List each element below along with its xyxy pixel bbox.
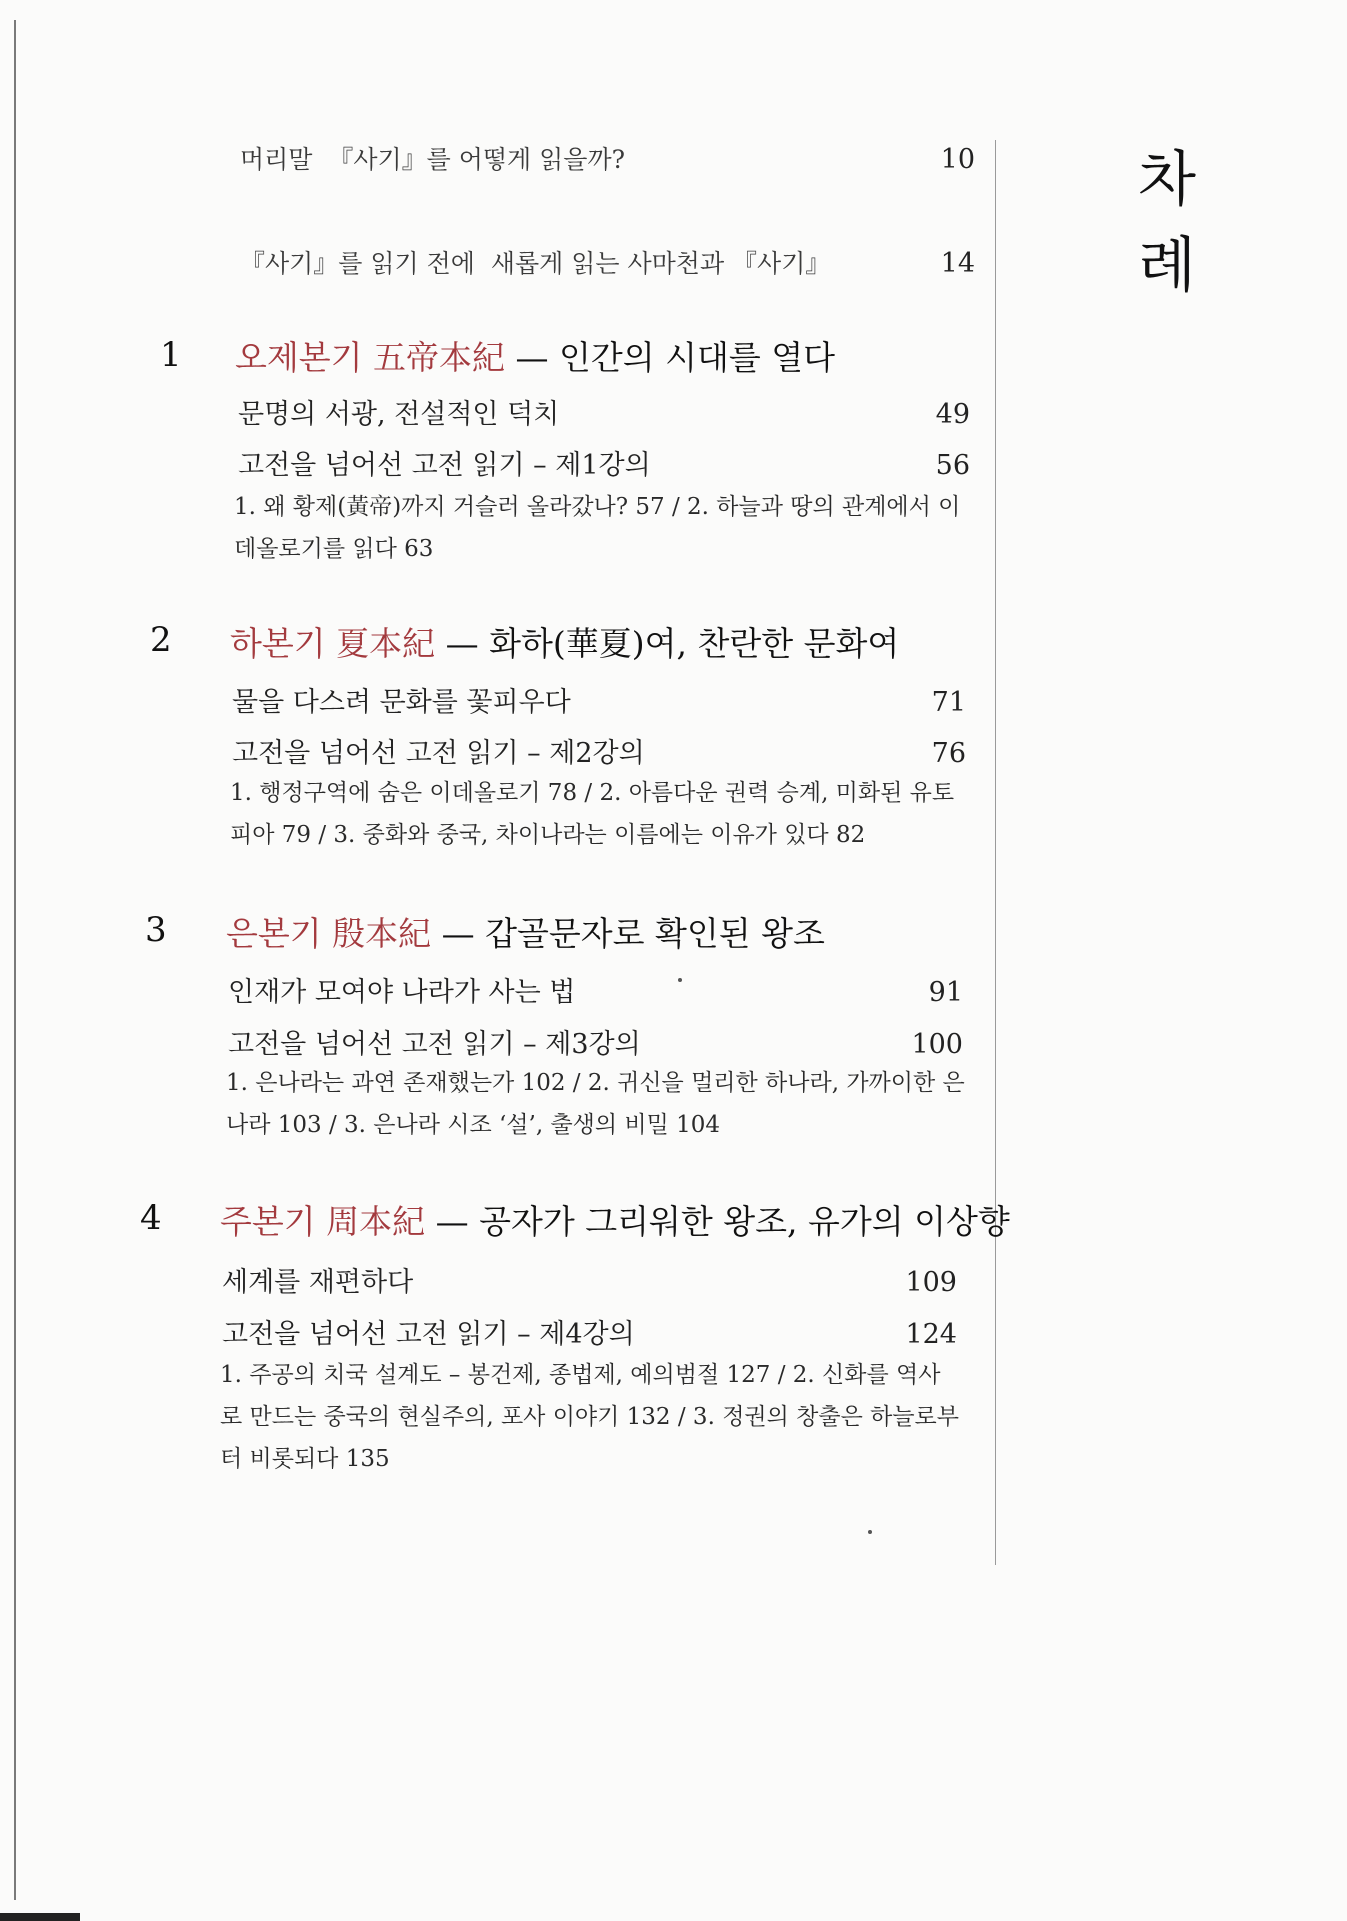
vertical-rule	[995, 140, 996, 1565]
chapter-description: 1. 주공의 치국 설계도 – 봉건제, 종법제, 예의범절 127 / 2. 신화를 역사로 만드는 중국의 현실주의, 포사 이야기 132 / 3. 정권의 창출은 하늘로부터 비롯되다 135	[220, 1362, 959, 1472]
binding-edge	[14, 20, 16, 1900]
scan-edge-shadow	[0, 1913, 80, 1921]
chapter-title: 오제본기 五帝本紀 — 인간의 시대를 열다	[235, 338, 835, 377]
toc-entry: 고전을 넘어선 고전 읽기 – 제4강의 124	[222, 1319, 957, 1350]
chapter-title: 주본기 周本紀 — 공자가 그리워한 왕조, 유가의 이상향	[220, 1202, 1010, 1241]
heading-char-2: 례	[1138, 231, 1196, 301]
print-speck	[868, 1530, 872, 1534]
toc-entry: 세계를 재편하다 109	[222, 1267, 957, 1298]
chapter-number: 1	[160, 335, 182, 375]
front-entry-page: 14	[940, 248, 975, 279]
print-speck	[678, 978, 682, 982]
front-entry-label: 머리말 『사기』를 어떻게 읽을까?	[240, 145, 626, 174]
chapter-title: 은본기 殷本紀 — 갑골문자로 확인된 왕조	[226, 914, 825, 953]
toc-entry: 고전을 넘어선 고전 읽기 – 제3강의 100	[228, 1029, 963, 1060]
chapter-number: 4	[140, 1198, 162, 1238]
toc-entry: 문명의 서광, 전설적인 덕치 49	[238, 399, 970, 430]
heading-char-1: 차	[1138, 145, 1196, 215]
chapter-number: 2	[150, 620, 172, 660]
toc-entry: 고전을 넘어선 고전 읽기 – 제2강의 76	[232, 738, 966, 769]
chapter-description: 1. 은나라는 과연 존재했는가 102 / 2. 귀신을 멀리한 하나라, 가까이한 은나라 103 / 3. 은나라 시조 ‘설’, 출생의 비밀 104	[226, 1070, 965, 1138]
toc-entry: 물을 다스려 문화를 꽃피우다 71	[232, 687, 966, 718]
front-entry-preface	[240, 140, 975, 176]
chapter-number: 3	[145, 910, 167, 950]
chapter-description: 1. 왜 황제(黃帝)까지 거슬러 올라갔나? 57 / 2. 하늘과 땅의 관계에서 이데올로기를 읽다 63	[234, 494, 961, 562]
chapter-title: 하본기 夏本紀 — 화하(華夏)여, 찬란한 문화여	[230, 624, 900, 663]
front-entry-label: 『사기』를 읽기 전에 새롭게 읽는 사마천과 『사기』	[240, 249, 831, 278]
toc-entry: 인재가 모여야 나라가 사는 법 91	[228, 977, 963, 1008]
front-entry-intro	[240, 244, 975, 280]
front-entry-page: 10	[940, 144, 975, 175]
chapter-description: 1. 행정구역에 숨은 이데올로기 78 / 2. 아름다운 권력 승계, 미화된 유토피아 79 / 3. 중화와 중국, 차이나라는 이름에는 이유가 있다 82	[230, 780, 955, 848]
toc-entry: 고전을 넘어선 고전 읽기 – 제1강의 56	[238, 450, 970, 481]
